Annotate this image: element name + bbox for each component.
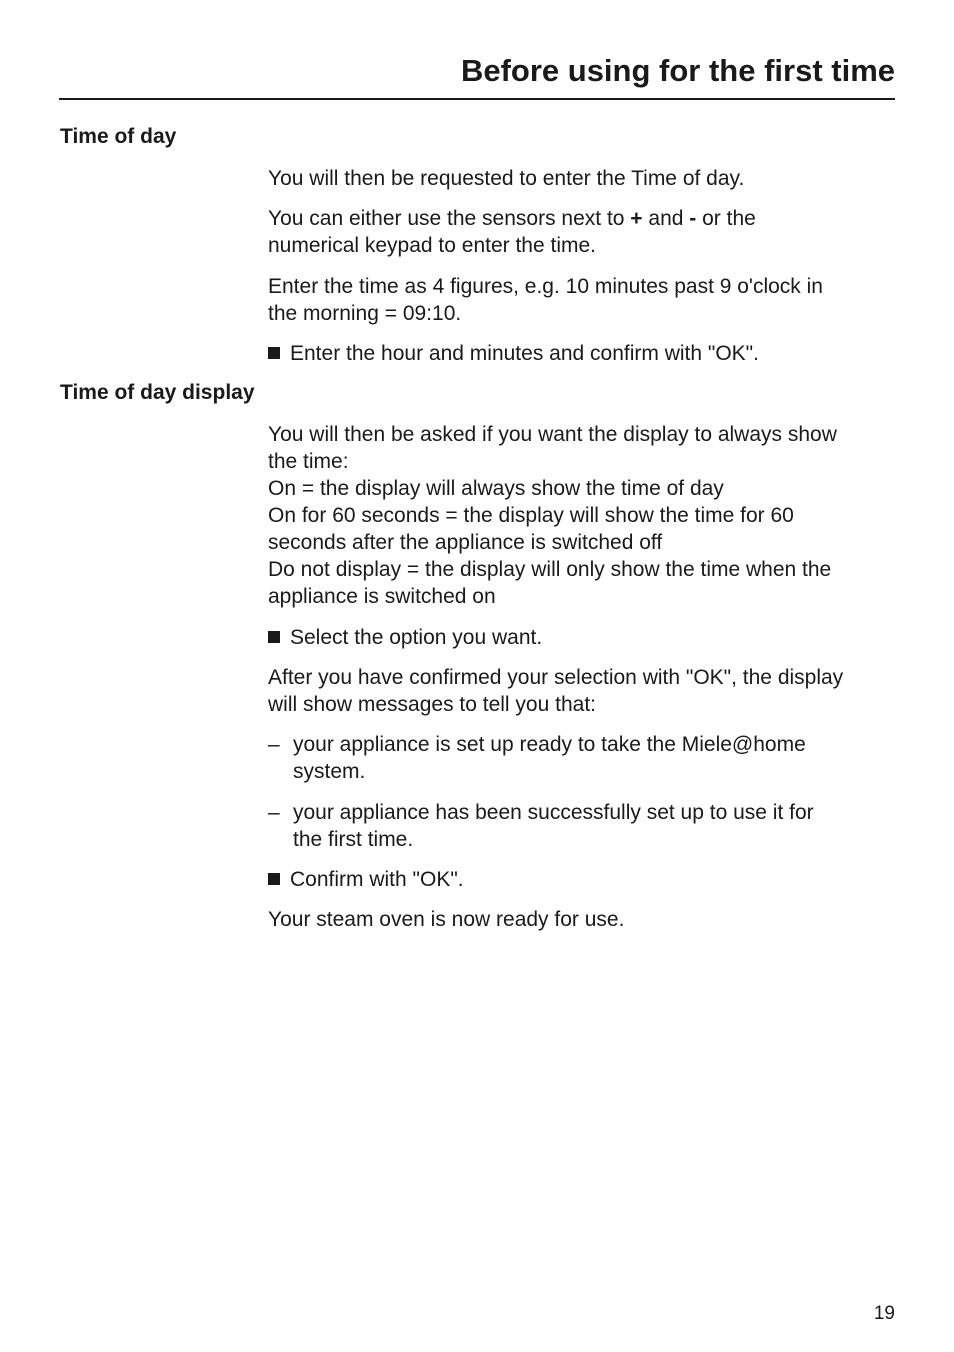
square-bullet-icon	[268, 873, 280, 885]
plus-symbol: +	[630, 207, 643, 230]
square-bullet-icon	[268, 631, 280, 643]
page-title: Before using for the first time	[460, 53, 895, 88]
paragraph: After you have confirmed your selection with "OK", the display will show messages to tell you that:	[268, 666, 844, 716]
minus-symbol: -	[689, 207, 697, 230]
title-divider	[59, 98, 895, 100]
paragraph: You will then be requested to enter the Time of day.	[268, 167, 745, 190]
square-bullet-icon	[268, 347, 280, 359]
list-item: – your appliance is set up ready to take the Miele@home system.	[268, 733, 806, 783]
page-number: 19	[873, 1303, 895, 1324]
instruction-step: Confirm with "OK".	[268, 866, 898, 893]
paragraph: You can either use the sensors next to + and - or the numerical keypad to enter the time.	[268, 207, 756, 257]
instruction-step: Select the option you want.	[268, 624, 898, 651]
dash-bullet-icon: –	[268, 733, 280, 756]
instruction-step: Enter the hour and minutes and confirm with "OK".	[268, 340, 898, 367]
paragraph: Enter the time as 4 figures, e.g. 10 minutes past 9 o'clock in the morning = 09:10.	[268, 275, 823, 325]
section-heading-time-of-day-display: Time of day display	[60, 381, 255, 404]
dash-bullet-icon: –	[268, 801, 280, 824]
section-heading-time-of-day: Time of day	[60, 125, 177, 148]
paragraph: You will then be asked if you want the display to always show the time: On = the display will always show the time of day On for 60 seconds = the display will show the time for 60 seconds after the appliance is switched off Do not display = the display will only show the time when the appliance is switched on	[268, 423, 837, 608]
paragraph: Your steam oven is now ready for use.	[268, 908, 625, 931]
list-item: – your appliance has been successfully set up to use it for the first time.	[268, 801, 814, 851]
